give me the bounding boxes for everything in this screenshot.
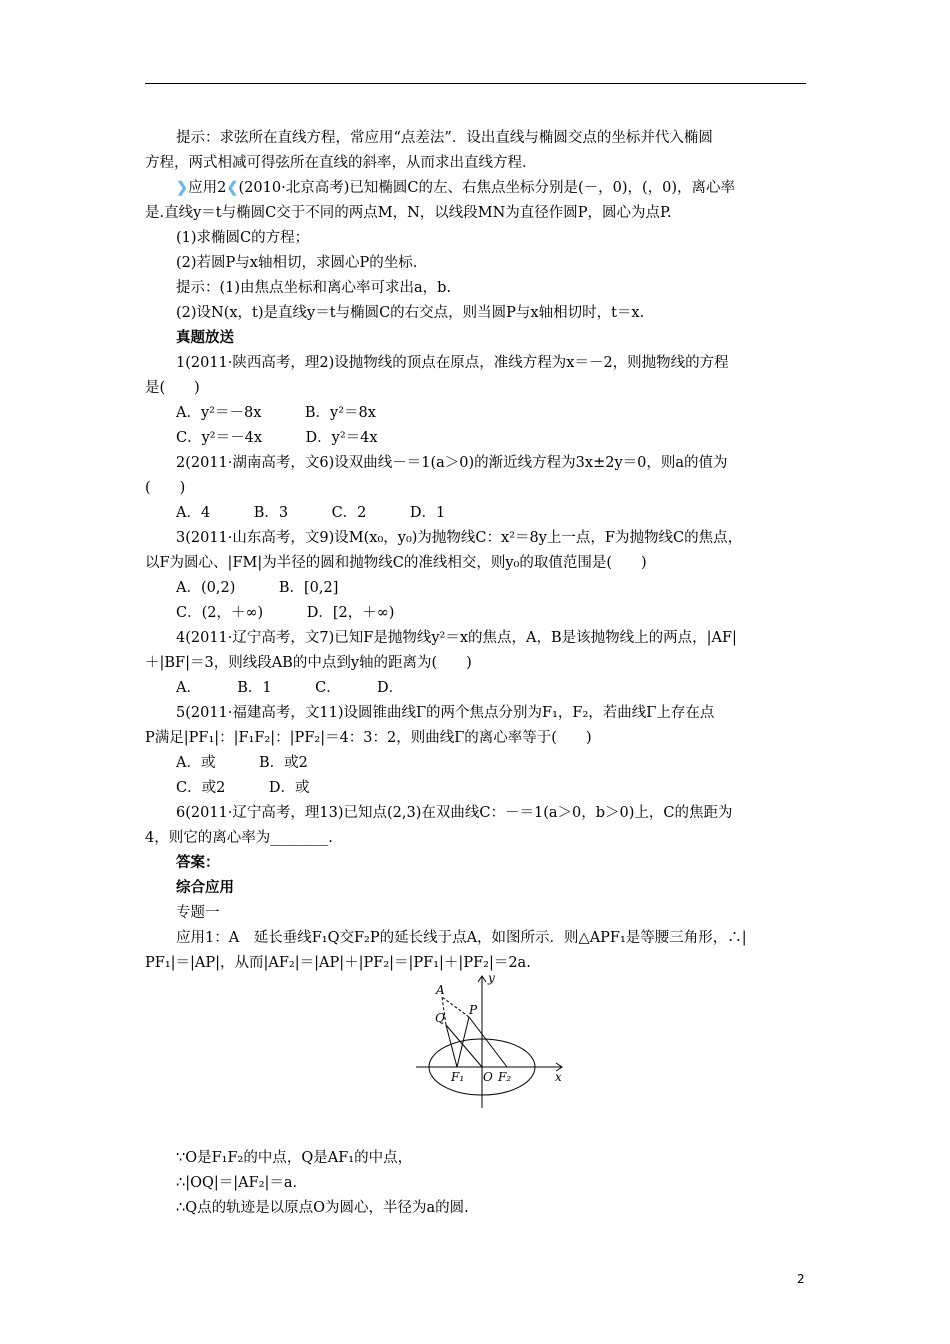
ellipse-figure — [412, 970, 572, 1112]
text-line: (2)设N(x，t)是直线y＝t与椭圆C的右交点，则当圆P与x轴相切时，t＝x. — [176, 305, 645, 321]
text-line: 是.直线y＝t与椭圆C交于不同的两点M，N，以线段MN为直径作圆P，圆心为点P. — [145, 205, 672, 221]
text-line: 3(2011·山东高考，文9)设M(x₀，y₀)为抛物线C：x²＝8y上一点，F为抛物线C的焦点， — [176, 530, 743, 546]
choice-line: C．y²＝－4x D．y²＝4x — [176, 430, 378, 446]
label-p: P — [469, 1003, 478, 1017]
answer-heading: 答案： — [176, 854, 220, 871]
text-line: 应用1：A 延长垂线F₁Q交F₂P的延长线于点A，如图所示．则△APF₁是等腰三角形，∴| — [176, 930, 747, 946]
text-line: ∴Q点的轨迹是以原点O为圆心，半径为a的圆. — [176, 1200, 469, 1216]
label-x: x — [555, 1070, 562, 1084]
text-line: 方程，两式相减可得弦所在直线的斜率，从而求出直线方程． — [145, 155, 537, 171]
text-line: 4(2011·辽宁高考，文7)已知F是抛物线y²＝x的焦点，A，B是该抛物线上的两点，|AF| — [176, 630, 737, 646]
header-rule — [145, 83, 806, 84]
problem-text: (2010·北京高考)已知椭圆C的左、右焦点坐标分别是(－，0)，(，0)，离心率 — [238, 180, 736, 196]
text-line: ＋|BF|＝3，则线段AB的中点到y轴的距离为( ) — [145, 655, 472, 671]
text-line: 提示：求弦所在直线方程，常应用“点差法”．设出直线与椭圆交点的坐标并代入椭圆 — [176, 130, 713, 146]
text-line: ∵O是F₁F₂的中点，Q是AF₁的中点， — [176, 1150, 413, 1166]
label-y: y — [488, 971, 495, 985]
label-a: A — [436, 983, 445, 997]
choice-line: A．y²＝－8x B．y²＝8x — [176, 405, 376, 421]
text-line: 4，则它的离心率为________. — [145, 830, 333, 846]
text-line: 以F为圆心、|FM|为半径的圆和抛物线C的准线相交，则y₀的取值范围是( ) — [145, 555, 647, 571]
text-line: 2(2011·湖南高考，文6)设双曲线－＝1(a＞0)的渐近线方程为3x±2y＝0，则a的值为 — [176, 455, 728, 471]
text-line: 提示：(1)由焦点坐标和离心率可求出a，b. — [176, 280, 452, 296]
label-o: O — [483, 1070, 493, 1084]
section-heading: 真题放送 — [176, 329, 234, 346]
text-line: ( ) — [145, 480, 186, 496]
text-line: (1)求椭圆C的方程； — [176, 230, 310, 246]
text-line — [176, 178, 735, 198]
section-label: 应用2 — [188, 180, 227, 196]
choice-line: A． B．1 C． D． — [176, 680, 404, 696]
text-line: P满足|PF₁|：|F₁F₂|：|PF₂|＝4：3：2，则曲线Γ的离心率等于( ) — [145, 730, 592, 746]
text-line: PF₁|＝|AP|，从而|AF₂|＝|AP|＋|PF₂|＝|PF₁|＋|PF₂|＝2a. — [145, 955, 531, 971]
section-heading: 综合应用 — [176, 879, 234, 896]
text-line: 是( ) — [145, 380, 200, 396]
page-number: 2 — [797, 1272, 805, 1286]
text-line: ∴|OQ|＝|AF₂|＝a. — [176, 1175, 298, 1191]
choice-line: C．或2 D．或 — [176, 780, 310, 796]
chevron-left-icon: ❮ — [226, 179, 239, 196]
choice-line: A．4 B．3 C．2 D．1 — [176, 505, 446, 521]
dashed-extension — [442, 997, 469, 1017]
text-line: 6(2011·辽宁高考，理13)已知点(2,3)在双曲线C：－＝1(a＞0，b＞0)上，C的焦距为 — [176, 805, 733, 821]
topic-label: 专题一 — [176, 905, 220, 921]
label-f1: F₁ — [451, 1070, 465, 1084]
choice-line: C．(2，＋∞) D．[2，＋∞) — [176, 605, 395, 621]
text-line: 5(2011·福建高考，文11)设圆锥曲线Γ的两个焦点分别为F₁，F₂，若曲线Γ上存在点 — [176, 705, 715, 721]
label-f2: F₂ — [498, 1070, 512, 1084]
choice-line: A．(0,2) B．[0,2] — [176, 580, 339, 596]
text-line: 1(2011·陕西高考，理2)设抛物线的顶点在原点，准线方程为x＝－2，则抛物线的方程 — [176, 355, 729, 371]
segment-p-f2 — [469, 1017, 507, 1067]
chevron-right-icon: ❯ — [176, 179, 189, 196]
choice-line: A．或 B．或2 — [176, 755, 308, 771]
text-line: (2)若圆P与x轴相切，求圆心P的坐标. — [176, 255, 418, 271]
label-q: Q — [435, 1011, 445, 1025]
